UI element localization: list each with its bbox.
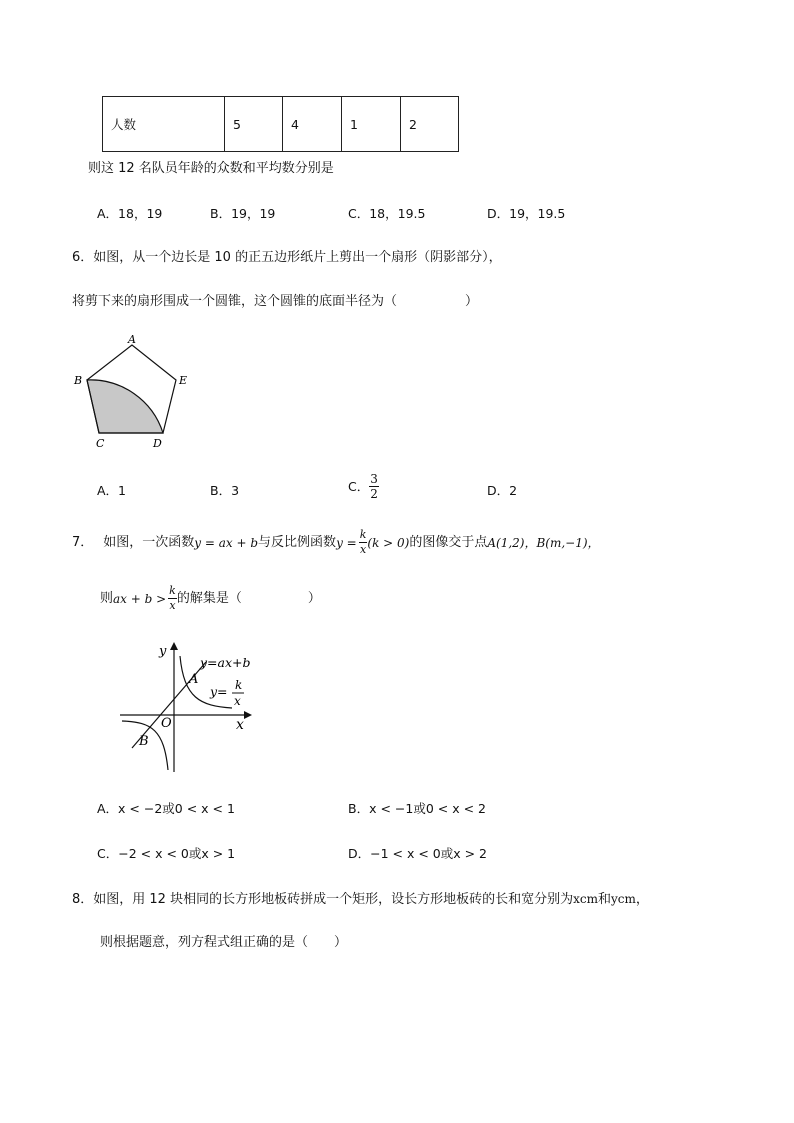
label-b: B	[74, 374, 83, 387]
origin-label: O	[161, 716, 172, 731]
q6-option-c	[348, 472, 379, 501]
q7-line2-close: ）	[307, 590, 321, 606]
q7-point-a: A(1,2)，	[487, 535, 537, 550]
q5-option-a: A．18，19	[97, 206, 163, 221]
fraction-num: 3	[370, 472, 378, 486]
q5-option-d: D．19，19.5	[487, 206, 566, 221]
fraction-num: k	[359, 528, 367, 541]
q8-line1	[72, 890, 649, 909]
q6-line1: 6．如图，从一个边长是 10 的正五边形纸片上剪出一个扇形（阴影部分），	[72, 250, 502, 265]
fraction-den: x	[359, 543, 367, 556]
q7-point-b: B(m,−1)，	[536, 535, 600, 550]
y-axis-arrow	[170, 642, 178, 650]
q7-line1	[72, 528, 600, 557]
q8-line1-text: 8．如图，用 12 块相同的长方形地板砖拼成一个矩形，设长方形地板砖的长和宽分别为	[72, 892, 574, 907]
q7-text-1: 如图，一次函数	[103, 534, 195, 550]
q6-option-c-label: C．	[348, 478, 370, 494]
q8-and: 和	[597, 892, 611, 907]
q7-linear-func: y = ax + b	[194, 535, 259, 550]
curve-label-den: x	[234, 694, 241, 708]
q5-stem: 则这 12 名队员年龄的众数和平均数分别是	[88, 161, 334, 176]
q6-line2-close: ）	[465, 294, 479, 309]
q8-comma: ，	[635, 892, 649, 907]
q7-option-b: B．x < −1或0 < x < 2	[348, 801, 486, 816]
q7-inverse-fraction	[359, 528, 368, 557]
q7-text-2: 与反比例函数	[258, 534, 337, 550]
q7-number: 7．	[72, 534, 94, 550]
q7-line2	[100, 584, 321, 613]
q8-ycm: ycm	[610, 892, 636, 906]
table-header-cell: 人数	[103, 97, 225, 152]
x-axis-arrow	[244, 711, 252, 719]
q7-option-a: A．x < −2或0 < x < 1	[97, 801, 235, 816]
q7-inequality-left: ax + b >	[113, 591, 167, 606]
table-cell: 2	[401, 97, 459, 152]
point-a-label: A	[189, 672, 199, 687]
q7-text-3: 的图像交于点	[409, 534, 488, 550]
q6-line2-text: 将剪下来的扇形围成一个圆锥，这个圆锥的底面半径为（	[72, 294, 398, 309]
q8-xcm: xcm	[573, 892, 598, 906]
label-a: A	[128, 333, 136, 346]
fraction-den: x	[169, 599, 176, 612]
q7-condition: (k > 0)	[367, 535, 410, 550]
label-c: C	[96, 437, 105, 450]
q7-line2-pre: 则	[100, 590, 114, 606]
fraction-den: 2	[370, 487, 378, 501]
curve-label-y: y=	[210, 684, 228, 699]
q7-option-c: C．−2 < x < 0或x > 1	[97, 846, 236, 861]
age-table	[102, 96, 459, 152]
q6-line2	[72, 293, 478, 311]
fraction	[369, 472, 379, 501]
q6-option-d: D．2	[487, 483, 518, 498]
pentagon-figure	[60, 330, 200, 452]
q6-option-a: A．1	[97, 483, 127, 498]
label-d: D	[153, 437, 162, 450]
q7-option-d: D．−1 < x < 0或x > 2	[348, 846, 488, 861]
q7-inequality-fraction	[168, 584, 177, 613]
point-b-label: B	[139, 734, 149, 749]
table-cell: 4	[283, 97, 342, 152]
y-axis-label: y	[159, 644, 167, 659]
table-cell: 1	[342, 97, 401, 152]
function-graph	[114, 638, 264, 778]
q6-option-b: B．3	[210, 483, 240, 498]
table-row	[103, 97, 459, 152]
q8-line2: 则根据题意，列方程式组正确的是（ ）	[100, 935, 348, 950]
q5-option-c: C．18，19.5	[348, 206, 426, 221]
q7-inverse-func-left: y =	[336, 535, 357, 550]
q7-line2-post: 的解集是（	[176, 590, 242, 606]
q5-option-b: B．19，19	[210, 206, 276, 221]
label-e: E	[179, 374, 188, 387]
shaded-sector	[87, 380, 163, 433]
x-axis-label: x	[236, 717, 244, 733]
linear-label: y=ax+b	[200, 655, 251, 670]
fraction-num: k	[169, 584, 176, 597]
curve-label-num: k	[235, 678, 243, 692]
table-cell: 5	[225, 97, 283, 152]
